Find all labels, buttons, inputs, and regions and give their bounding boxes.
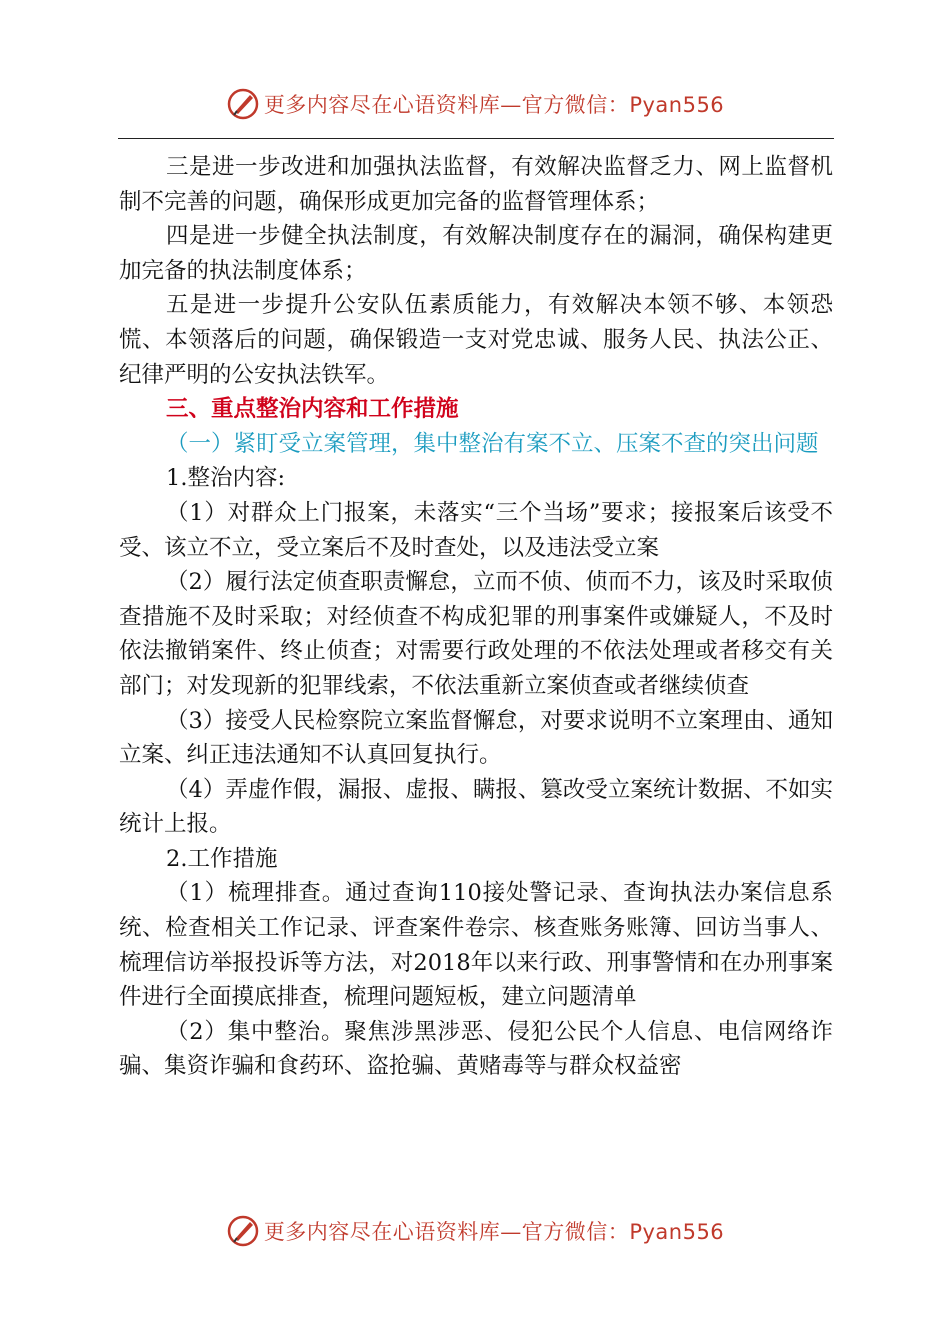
paragraph-system: 四是进一步健全执法制度，有效解决制度存在的漏洞，确保构建更加完备的执法制度体系； [119,223,833,284]
list-heading-content: 1.整治内容: [166,465,286,492]
footer-watermark [0,1211,950,1251]
list-item: （1）梳理排查。通过查询110接处警记录、查询执法办案信息系统、检查相关工作记录、评查案件卷宗、核查账务账簿、回访当事人、梳理信访举报投诉等方法，对2018年以来行政、刑事警情和在办刑事案件进行全面摸底排查，梳理问题短板，建立问题清单 [119,880,833,1011]
subsection-heading: （一）紧盯受立案管理，集中整治有案不立、压案不查的突出问题 [166,430,819,457]
section-heading: 三、重点整治内容和工作措施 [166,396,459,423]
list-item: （3）接受人民检察院立案监督懈怠，对要求说明不立案理由、通知立案、纠正违法通知不认真回复执行。 [119,707,833,769]
list-item: （2）集中整治。聚焦涉黑涉恶、侵犯公民个人信息、电信网络诈骗、集资诈骗和食药环、盗抢骗、黄赌毒等与群众权益密 [119,1018,833,1080]
list-heading-measures: 2.工作措施 [166,845,278,872]
list-item: （1）对群众上门报案，未落实“三个当场”要求；接报案后该受不受、该立不立，受立案后不及时查处，以及违法受立案 [119,499,833,561]
watermark-wechat-id: Pyan556 [629,93,725,117]
paragraph-team: 五是进一步提升公安队伍素质能力，有效解决本领不够、本领恐慌、本领落后的问题，确保锻造一支对党忠诚、服务人民、执法公正、纪律严明的公安执法铁军。 [119,292,833,388]
quill-pen-circle-logo-icon [226,87,260,121]
watermark-wechat-id: Pyan556 [629,1220,725,1244]
list-item: （2）履行法定侦查职责懈怠，立而不侦、侦而不力，该及时采取侦查措施不及时采取；对经侦查不构成犯罪的刑事案件或嫌疑人，不及时依法撤销案件、终止侦查；对需要行政处理的不依法处理或者移交有关部门；对发现新的犯罪线索，不依法重新立案侦查或者继续侦查 [119,569,833,699]
quill-pen-circle-logo-icon [226,1214,260,1248]
list-item: （4）弄虚作假，漏报、虚报、瞒报、篡改受立案统计数据、不如实统计上报。 [119,776,833,838]
document-body [119,150,833,1084]
header-watermark [0,84,950,124]
watermark-text: 更多内容尽在心语资料库—官方微信： [263,1220,630,1244]
header-divider [118,138,834,139]
paragraph-supervision: 三是进一步改进和加强执法监督，有效解决监督乏力、网上监督机制不完善的问题，确保形成更加完备的监督管理体系； [119,154,833,215]
watermark-text: 更多内容尽在心语资料库—官方微信： [263,93,630,117]
